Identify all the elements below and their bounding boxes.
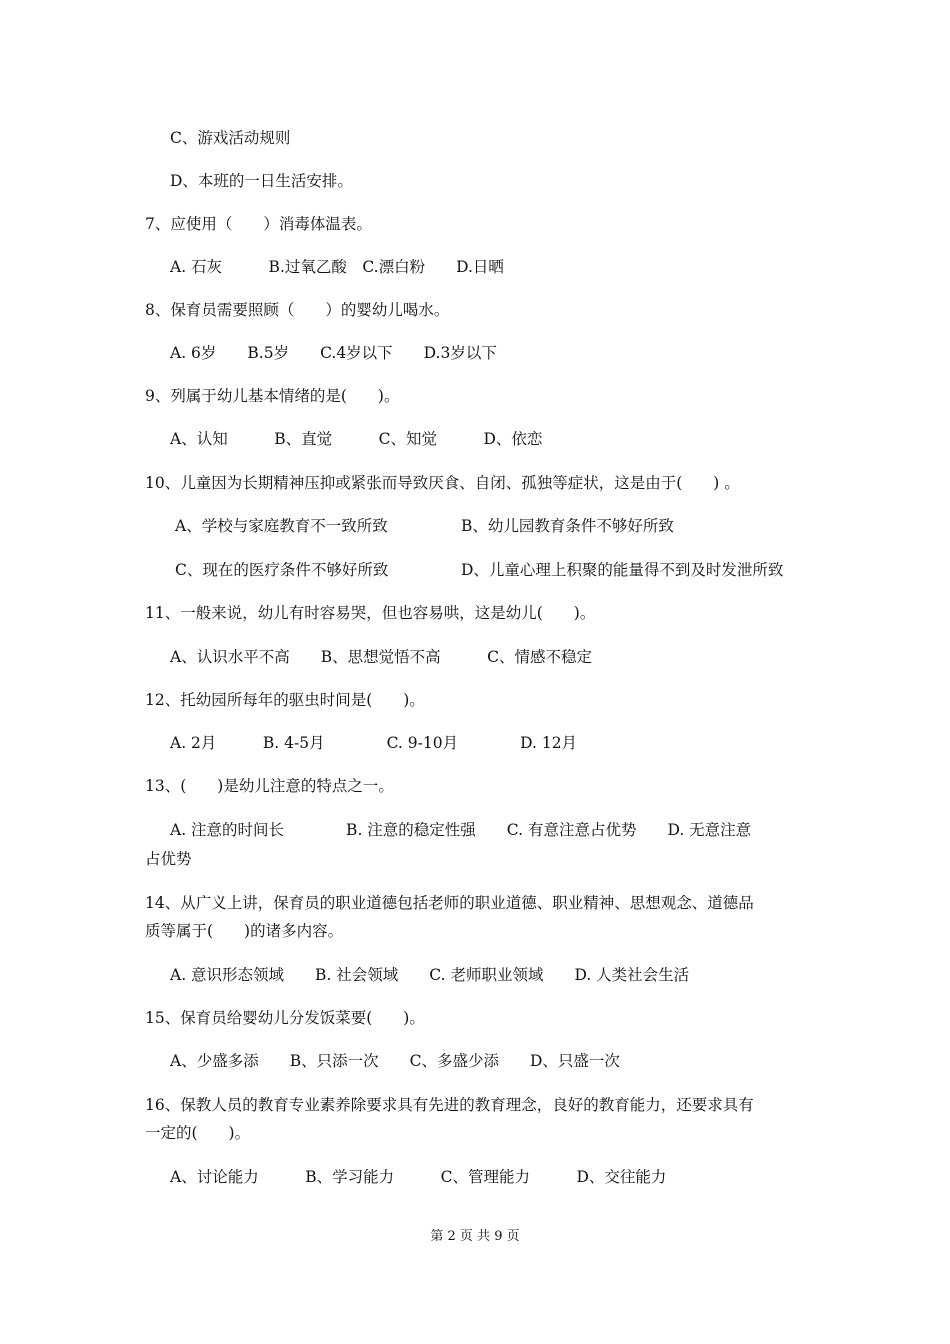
option-line-wrap: 占优势 [145,850,192,868]
question-line-wrap: 一定的( )。 [145,1124,251,1142]
question-line: 13、( )是幼儿注意的特点之一。 [145,777,394,795]
option-line: A、学校与家庭教育不一致所致 [175,517,388,535]
question-line: 12、托幼园所每年的驱虫时间是( )。 [145,691,425,709]
question-line: 9、列属于幼儿基本情绪的是( )。 [145,387,400,405]
question-line: 16、保教人员的教育专业素养除要求具有先进的教育理念，良好的教育能力，还要求具有 [145,1096,754,1114]
option-line: D、儿童心理上积聚的能量得不到及时发泄所致 [461,561,784,579]
question-line: 15、保育员给婴幼儿分发饭菜要( )。 [145,1009,425,1027]
question-line-wrap: 质等属于( )的诸多内容。 [145,922,344,940]
option-line: A、讨论能力 B、学习能力 C、管理能力 D、交往能力 [170,1168,667,1186]
option-line: A. 注意的时间长 B. 注意的稳定性强 C. 有意注意占优势 D. 无意注意 [170,821,752,839]
question-line: 10、儿童因为长期精神压抑或紧张而导致厌食、自闭、孤独等症状，这是由于( ) 。 [145,474,740,492]
page-number-footer: 第 2 页 共 9 页 [430,1229,520,1244]
option-line: A. 6岁 B.5岁 C.4岁以下 D.3岁以下 [170,344,497,362]
option-line: A. 2月 B. 4-5月 C. 9-10月 D. 12月 [170,734,578,752]
option-line: B、幼儿园教育条件不够好所致 [461,517,674,535]
option-line: A、认识水平不高 B、思想觉悟不高 C、情感不稳定 [170,648,592,666]
option-line: A. 意识形态领域 B. 社会领域 C. 老师职业领域 D. 人类社会生活 [170,966,690,984]
question-line: 7、应使用（ ）消毒体温表。 [145,215,372,233]
option-line: A、认知 B、直觉 C、知觉 D、依恋 [170,430,543,448]
option-line: C、现在的医疗条件不够好所致 [175,561,389,579]
option-line: D、本班的一日生活安排。 [170,172,353,190]
question-line: 8、保育员需要照顾（ ）的婴幼儿喝水。 [145,301,450,319]
option-line: A. 石灰 B.过氧乙酸 C.漂白粉 D.日晒 [170,258,504,276]
question-line: 14、从广义上讲，保育员的职业道德包括老师的职业道德、职业精神、思想观念、道德品 [145,894,754,912]
option-line: C、游戏活动规则 [170,129,291,147]
question-line: 11、一般来说，幼儿有时容易哭，但也容易哄，这是幼儿( )。 [145,604,596,622]
option-line: A、少盛多添 B、只添一次 C、多盛少添 D、只盛一次 [170,1052,620,1070]
